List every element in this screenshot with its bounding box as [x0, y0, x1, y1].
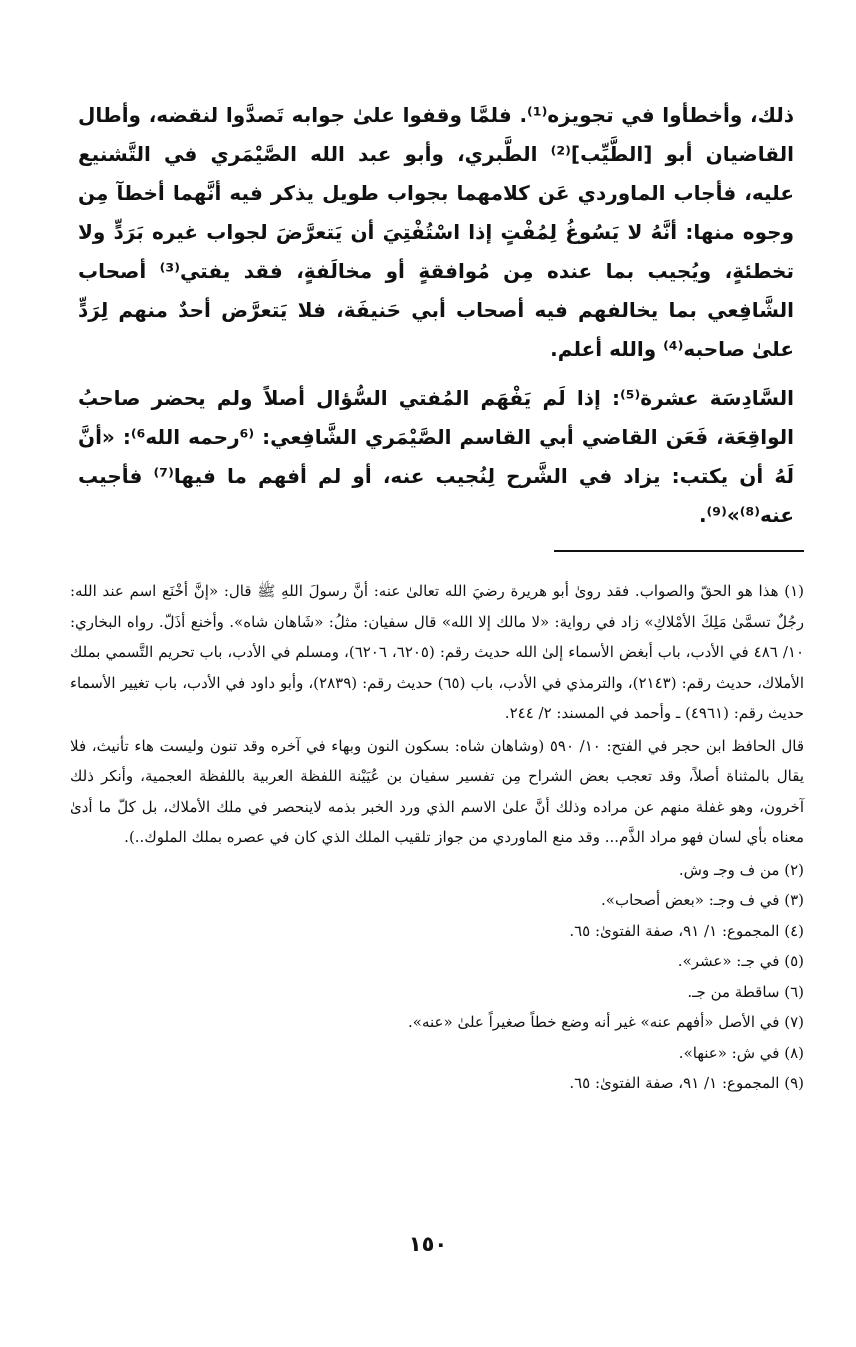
footnote-divider [554, 550, 804, 552]
footnote-1-part-a: (١) هذا هو الحقّ والصواب. فقد روىٰ أبو هريرة رضيَ الله تعالىٰ عنه: أنَّ رسولَ اللهِ ﷺ قال: «إنَّ أخْنَع اسم عند الله: رجُلٌ تسمَّىٰ مَلِكَ الأمْلاكِ» زاد في رواية: «لا مالك إلا الله» قال سفيان: مثلُ: «شَاهان شاه». وأخنع أذَلّ. رواه البخاري: ١٠/ ٤٨٦ في الأدب، باب أبغض الأسماء إلىٰ الله حديث رقم: (٦٢٠٥، ٦٢٠٦)، ومسلم في الأدب، باب تحريم التَّسمي بملك الأملاك، حديث رقم: (٢١٤٣)، والترمذي في الأدب، باب (٦٥) حديث رقم: (٢٨٣٩)، وأبو داود في الأدب، باب تغيير الأسماء حديث رقم: (٤٩٦١) ـ وأحمد في المسند: ٢/ ٢٤٤. [70, 582, 805, 722]
footnote-9: (٩) المجموع: ١/ ٩١، صفة الفتوىٰ: ٦٥. [569, 1074, 804, 1092]
footnote-6: (٦) ساقطة من جـ. [687, 982, 804, 1001]
footnote-2: (٢) من ف وجـ وش. [678, 860, 804, 879]
footnote-5: (٥) في جـ: «عشر». [677, 952, 804, 970]
page-number: ١٥٠ [408, 1232, 448, 1256]
footnote-7: (٧) في الأصل «أفهم عنه» غير أنه وضع خطاً صغيراً علىٰ «عنه». [408, 1013, 804, 1031]
footnote-4: (٤) المجموع: ١/ ٩١، صفة الفتوىٰ: ٦٥. [569, 921, 804, 940]
footnote-8: (٨) في ش: «عنها». [678, 1043, 804, 1062]
main-text [78, 96, 794, 545]
main-paragraph-1: ذلك، وأخطأوا في تجويزه⁽¹⁾. فلمَّا وقفوا علىٰ جوابه تَصدَّوا لنقضه، وأطال القاضيان أبو [الطَّيِّب]⁽²⁾ الطَّبري، وأبو عبد الله الصَّيْمَري في التَّشنيع عليه، فأجاب الماوردي عَن كلامهما بجواب طويل يذكر فيه أنَّهما أخطآ مِن وجوه منها: أنَّهُ لا يَسُوغُ لِمُفْتٍ إذا اسْتُفْتِيَ أن يَتعرَّضَ لجواب غيره بَرَدٍّ ولا تخطئةٍ، ويُجيب بما عنده مِن مُوافقةٍ أو مخالَفةٍ، فقد يفتي⁽³⁾ أصحاب الشَّافِعي بما يخالفهم فيه أصحاب أبي حَنيفَة، فلا يَتعرَّض أحدٌ منهم لِرَدٍّ علىٰ صاحبه⁽⁴⁾ والله أعلم. [78, 103, 795, 361]
footnotes [70, 576, 804, 1099]
footnote-3: (٣) في ف وجـ: «بعض أصحاب». [601, 891, 804, 909]
footnote-1-part-b: قال الحافظ ابن حجر في الفتح: ١٠/ ٥٩٠ (وشاهان شاه: بسكون النون وبهاء في آخره وقد تنون وليست هاء تأنيث، فلا يقال بالمثناة أصلاً، وقد تعجب بعض الشراح مِن تفسير سفيان بن عُيَيْنة اللفظة العربية باللفظة العجمية، وأنكر ذلك آخرون، وهو غفلة منهم عن مراده وذلك أنَّ علىٰ الاسم الذي ورد الخبر بذمه لاينحصر في ملك الأملاك، بل كلّ ما أدىٰ معناه بأي لسان فهو مراد الذَّم... وقد منع الماوردي من جواز تلقيب الملك الذي كان في عصره بملك الملوك..). [70, 736, 805, 846]
main-paragraph-2: السَّادِسَة عشرة⁽⁵⁾: إذا لَم يَفْهَم المُفتي السُّؤال أصلاً ولم يحضر صاحبُ الواقِعَة، فَعَن القاضي أبي القاسم الصَّيْمَري الشَّافِعي: ⁽⁶رحمه الله⁶⁾: «أنَّ لَهُ أن يكتب: يزاد في الشَّرح لِنُجيب عنه، أو لم أفهم ما فيها⁽⁷⁾ فأجيب عنه⁽⁸⁾»⁽⁹⁾. [78, 386, 794, 527]
